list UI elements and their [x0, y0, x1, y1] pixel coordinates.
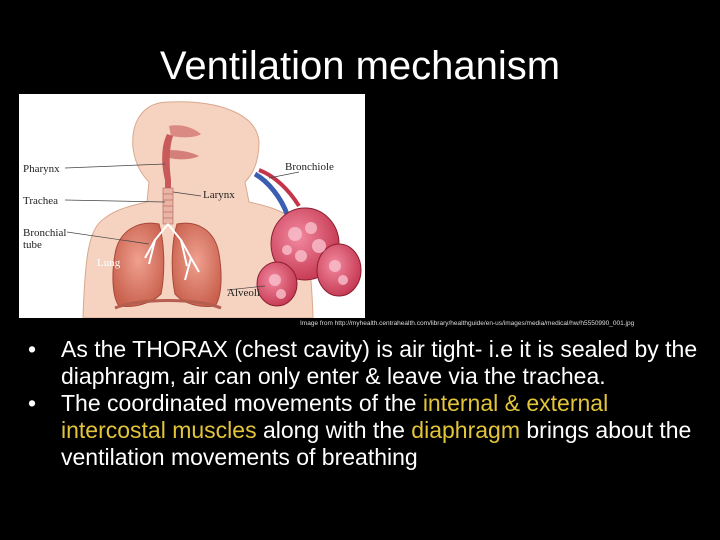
slide-title: Ventilation mechanism [159, 44, 561, 88]
highlight-intercostal-muscles: internal & external intercostal muscles [61, 390, 609, 443]
label-lung: Lung [97, 257, 121, 269]
bullet-text-part: The coordinated movements of the [61, 390, 423, 416]
label-alveoli: Alveoli [227, 287, 260, 299]
label-trachea: Trachea [23, 195, 59, 207]
bullet-marker: • [28, 390, 37, 416]
highlight-diaphragm: diaphragm [411, 417, 520, 443]
respiratory-system-diagram [19, 94, 365, 318]
image-credit: Image from http://myhealth.centrahealth.com/library/healthguide/en-us/images/media/medical/hw/h5550990_001.jpg [300, 320, 635, 327]
bullet-marker: • [28, 336, 37, 362]
label-bronchial-tube: Bronchial tube [23, 227, 67, 251]
bullet-list [28, 336, 698, 471]
bullet-text: As the THORAX (chest cavity) is air tight- i.e it is sealed by the diaphragm, air can only enter & leave via the trachea. [61, 336, 698, 389]
bullet-text-part: along with the [256, 417, 412, 443]
bullet-text-part: brings about the ventilation movements of breathing [61, 417, 692, 470]
bullet-item [28, 336, 698, 390]
label-larynx: Larynx [203, 189, 235, 201]
label-pharynx: Pharynx [23, 163, 60, 175]
label-bronchiole: Bronchiole [285, 161, 334, 173]
bullet-item [28, 390, 698, 471]
